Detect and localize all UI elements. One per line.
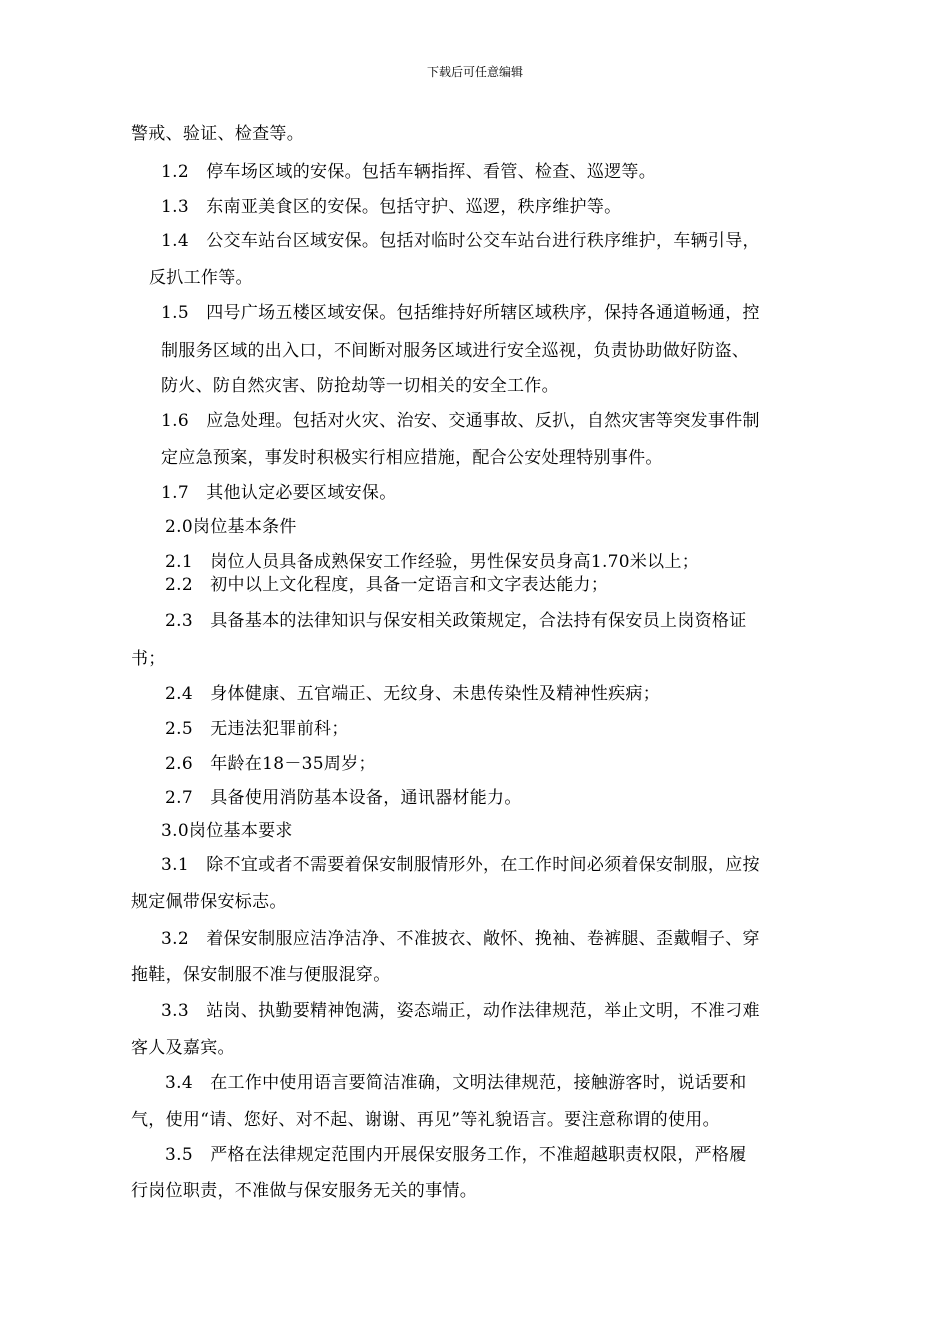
text-line: 定应急预案，事发时积极实行相应措施，配合公安处理特别事件。	[161, 448, 663, 468]
text-line: 客人及嘉宾。	[131, 1038, 235, 1058]
text-line: 气，使用“请、您好、对不起、谢谢、再见”等礼貌语言。要注意称谓的使用。	[131, 1110, 720, 1130]
text-line: 拖鞋，保安制服不准与便服混穿。	[131, 965, 391, 985]
text-line: 1.3 东南亚美食区的安保。包括守护、巡逻，秩序维护等。	[161, 197, 622, 217]
text-line: 3.3 站岗、执勤要精神饱满，姿态端正，动作法律规范，举止文明，不准刁难	[161, 1001, 760, 1021]
text-line: 1.6 应急处理。包括对火灾、治安、交通事故、反扒，自然灾害等突发事件制	[161, 411, 760, 431]
text-line: 1.7 其他认定必要区域安保。	[161, 483, 397, 503]
text-line: 1.4 公交车站台区域安保。包括对临时公交车站台进行秩序维护，车辆引导，	[161, 231, 760, 251]
text-line: 3.1 除不宜或者不需要着保安制服情形外，在工作时间必须着保安制服，应按	[161, 855, 760, 875]
page-header: 下载后可任意编辑	[426, 65, 523, 79]
text-line: 3.2 着保安制服应洁净洁净、不准披衣、敞怀、挽袖、卷裤腿、歪戴帽子、穿	[161, 929, 760, 949]
text-line: 2.5 无违法犯罪前科；	[165, 719, 349, 739]
text-line: 行岗位职责，不准做与保安服务无关的事情。	[131, 1181, 477, 1201]
text-line: 制服务区域的出入口，不间断对服务区域进行安全巡视，负责协助做好防盗、	[161, 341, 750, 361]
text-line: 3.4 在工作中使用语言要简洁准确，文明法律规范，接触游客时，说话要和	[165, 1073, 747, 1093]
text-line: 书；	[131, 649, 166, 669]
section-heading: 3.0岗位基本要求	[161, 821, 293, 841]
text-line: 1.2 停车场区域的安保。包括车辆指挥、看管、检查、巡逻等。	[161, 162, 657, 182]
text-line: 规定佩带保安标志。	[131, 892, 287, 912]
text-line: 1.5 四号广场五楼区域安保。包括维持好所辖区域秩序，保持各通道畅通，控	[161, 303, 760, 323]
section-heading: 2.0岗位基本条件	[165, 517, 297, 537]
text-line: 2.6 年龄在18－35周岁；	[165, 754, 376, 774]
text-line: 3.5 严格在法律规定范围内开展保安服务工作，不准超越职责权限，严格履	[165, 1145, 747, 1165]
text-line: 2.4 身体健康、五官端正、无纹身、未患传染性及精神性疾病；	[165, 684, 661, 704]
text-line: 2.2 初中以上文化程度，具备一定语言和文字表达能力；	[165, 575, 609, 595]
text-line: 防火、防自然灾害、防抢劫等一切相关的安全工作。	[161, 376, 559, 396]
text-line: 2.3 具备基本的法律知识与保安相关政策规定，合法持有保安员上岗资格证	[165, 611, 747, 631]
text-line: 2.7 具备使用消防基本设备，通讯器材能力。	[165, 788, 522, 808]
text-line: 警戒、验证、检查等。	[131, 124, 304, 144]
text-line: 2.1 岗位人员具备成熟保安工作经验，男性保安员身高1.70米以上；	[165, 552, 700, 572]
text-line: 反扒工作等。	[149, 268, 253, 288]
